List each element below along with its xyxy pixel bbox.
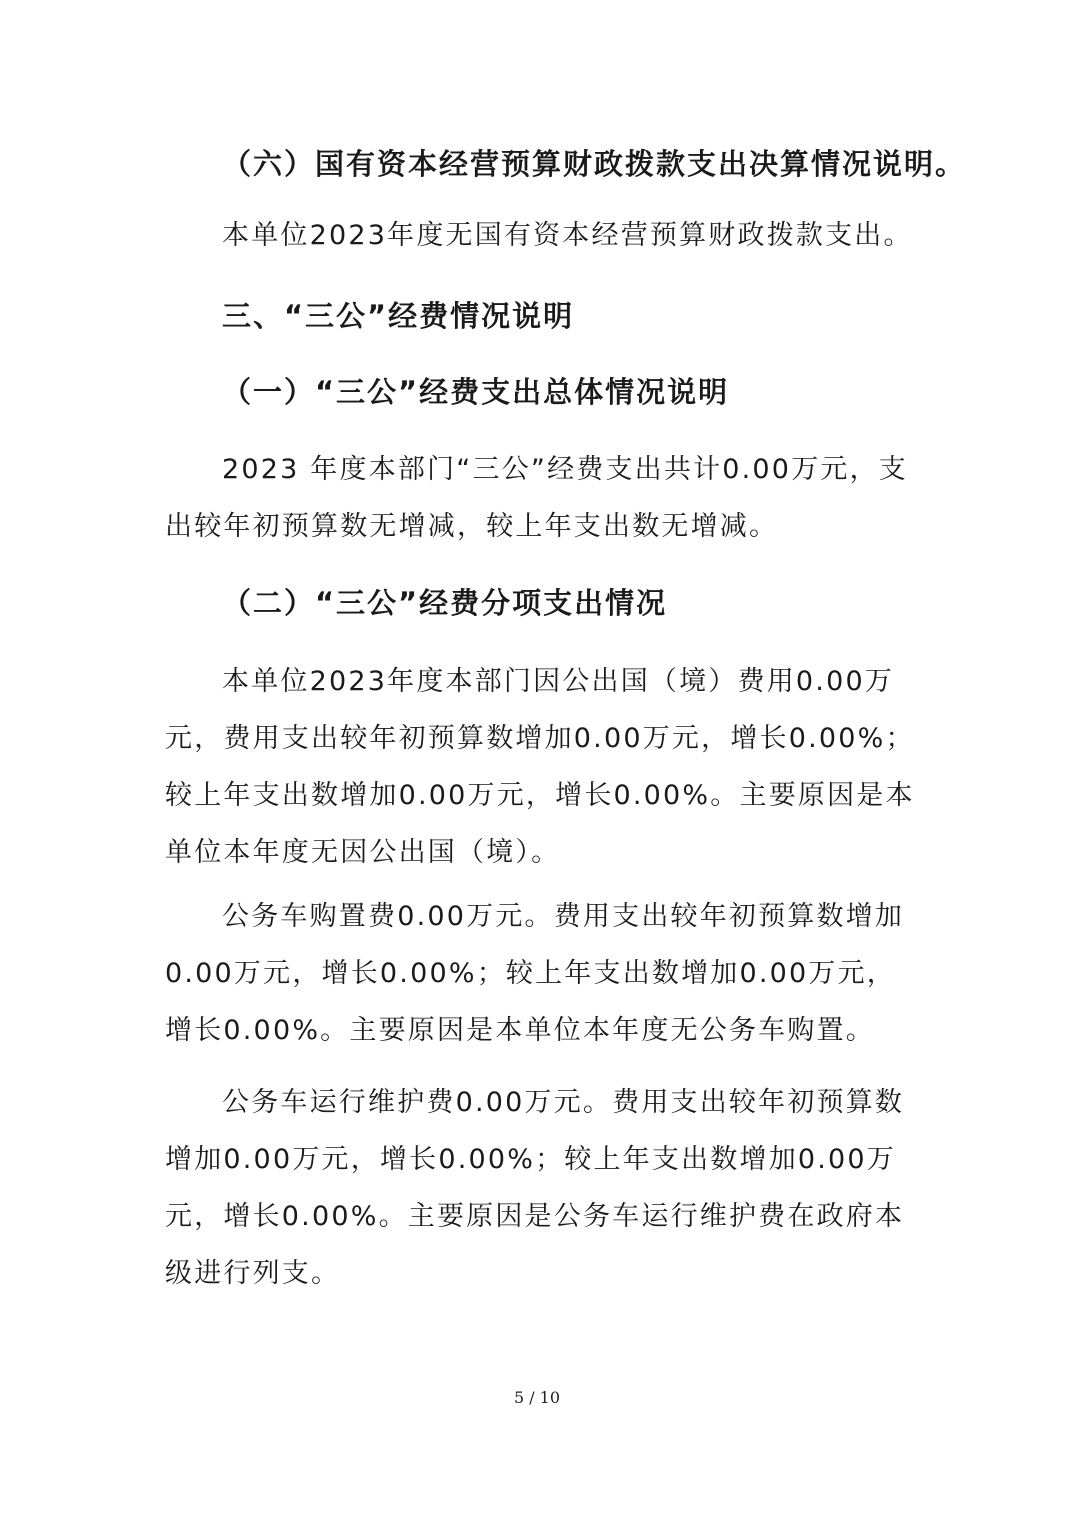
section-heading-three-public-expenses: 三、“三公”经费情况说明 <box>222 299 575 333</box>
subsection-heading-overall: （一）“三公”经费支出总体情况说明 <box>222 375 730 409</box>
section-heading-state-capital-budget: （六）国有资本经营预算财政拨款支出决算情况说明。 <box>222 147 967 181</box>
paragraph-state-capital-budget: 本单位2023年度无国有资本经营预算财政拨款支出。 <box>222 220 913 251</box>
paragraph-overall: 2023 年度本部门“三公”经费支出共计0.00万元，支出较年初预算数无增减，较上年支出数无增减。 <box>165 454 908 542</box>
paragraph-vehicle-maintenance: 公务车运行维护费0.00万元。费用支出较年初预算数增加0.00万元，增长0.00%；较上年支出数增加0.00万元，增长0.00%。主要原因是公务车运行维护费在政府本级进行列支。 <box>165 1087 905 1289</box>
paragraph-overseas-travel: 本单位2023年度本部门因公出国（境）费用0.00万元，费用支出较年初预算数增加0.00万元，增长0.00%；较上年支出数增加0.00万元，增长0.00%。主要原因是本单位本年度无因公出国（境）。 <box>165 666 915 868</box>
page-number: 5 / 10 <box>513 1388 561 1407</box>
paragraph-vehicle-purchase: 公务车购置费0.00万元。费用支出较年初预算数增加0.00万元，增长0.00%；较上年支出数增加0.00万元，增长0.00%。主要原因是本单位本年度无公务车购置。 <box>165 901 905 1046</box>
subsection-heading-itemized: （二）“三公”经费分项支出情况 <box>222 586 668 620</box>
